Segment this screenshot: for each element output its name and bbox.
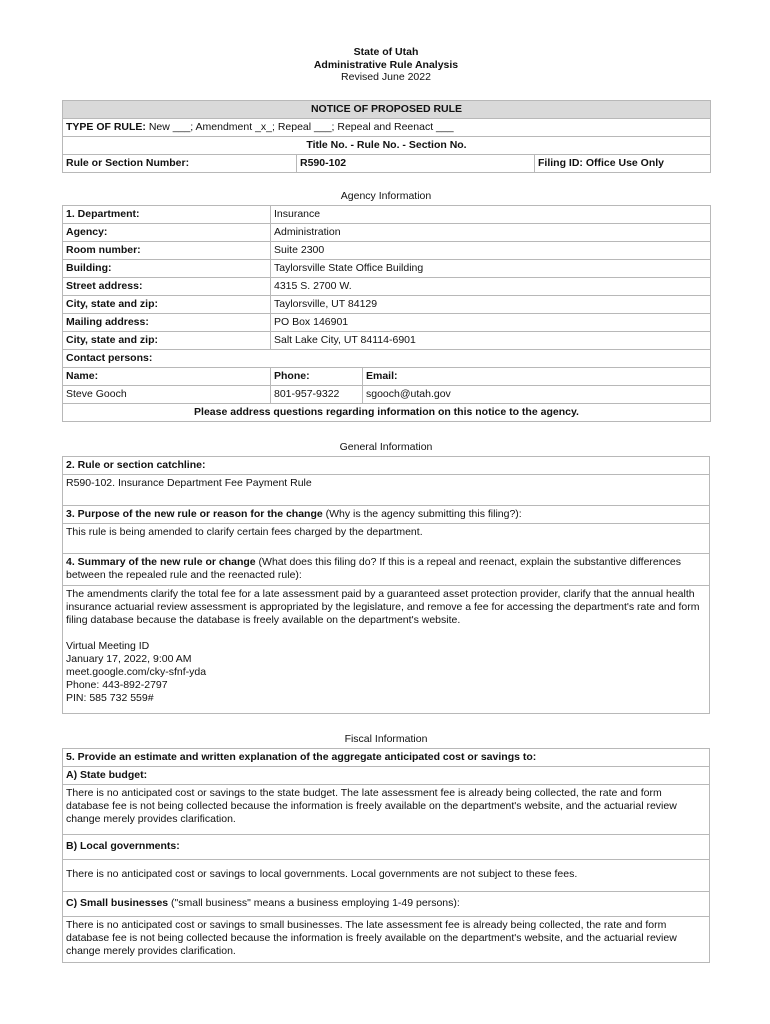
rule-number-value: R590-102 [297, 154, 535, 172]
agency-row [63, 205, 711, 223]
city-value: Taylorsville, UT 84129 [271, 295, 711, 313]
mailing-label: Mailing address: [63, 313, 271, 331]
contact-phone: 801-957-9322 [271, 385, 363, 403]
local-governments-answer: There is no anticipated cost or savings to local governments. Local governments are not subject to these fees. [63, 859, 710, 891]
agency-label: Agency: [63, 223, 271, 241]
room-value: Suite 2300 [271, 241, 711, 259]
mailing-city-value: Salt Lake City, UT 84114-6901 [271, 331, 711, 349]
type-of-rule-row [63, 118, 711, 136]
q3-question [63, 505, 710, 523]
state-budget-label: A) State budget: [63, 766, 710, 784]
q3-hint: (Why is the agency submitting this filing?): [322, 507, 522, 520]
agency-table [62, 205, 711, 422]
local-governments-label: B) Local governments: [63, 834, 710, 859]
general-info-heading: General Information [339, 440, 433, 453]
q4-answer: The amendments clarify the total fee for a late assessment paid by a guaranteed asset protection provider, clarify that the annual health insurance actuarial review assessment is appropriated by the legislature, and remove a fee for accessing the department's rate and form filing database because the database is freely available on the department's website. [66, 587, 700, 626]
filing-id: Filing ID: Office Use Only [535, 154, 711, 172]
contact-row [63, 385, 711, 403]
fiscal-info-heading: Fiscal Information [344, 732, 428, 745]
city-label: City, state and zip: [63, 295, 271, 313]
q5-label: 5. Provide an estimate and written explanation of the aggregate anticipated cost or savings to: [63, 748, 710, 766]
state-title: State of Utah [353, 46, 419, 58]
room-label: Room number: [63, 241, 271, 259]
notice-title: NOTICE OF PROPOSED RULE [63, 100, 711, 118]
rule-number-label: Rule or Section Number: [63, 154, 297, 172]
virtual-meeting-info: Virtual Meeting ID January 17, 2022, 9:00 AM meet.google.com/cky-sfnf-yda Phone: 443-892-2797 PIN: 585 732 559# [66, 639, 207, 704]
revision-date: Revised June 2022 [341, 71, 431, 83]
title-rule-section-heading: Title No. - Rule No. - Section No. [63, 136, 711, 154]
agency-row [63, 223, 711, 241]
department-label: 1. Department: [63, 205, 271, 223]
street-value: 4315 S. 2700 W. [271, 277, 711, 295]
agency-info-heading: Agency Information [340, 189, 432, 202]
agency-row [63, 241, 711, 259]
small-businesses-answer: There is no anticipated cost or savings to small businesses. The late assessment fee is already being collected, the rate and form database fee is not being collected because the information is freely available on the department's website, and the actuarial review change merely provides clarification. [63, 916, 710, 962]
contact-persons-label: Contact persons: [63, 349, 711, 367]
mailing-value: PO Box 146901 [271, 313, 711, 331]
agency-row [63, 259, 711, 277]
q2-label: 2. Rule or section catchline: [63, 456, 710, 474]
small-businesses-label: C) Small businesses [66, 897, 169, 909]
q4-answer-cell [63, 585, 710, 713]
agency-row [63, 277, 711, 295]
state-budget-answer: There is no anticipated cost or savings to the state budget. The late assessment fee is already being collected, the rate and form database fee is not being collected because the information is freely available on the department's website, and the actuarial review change merely provides clarification. [63, 784, 710, 834]
building-label: Building: [63, 259, 271, 277]
name-header: Name: [63, 367, 271, 385]
contact-name: Steve Gooch [63, 385, 271, 403]
small-businesses-question [63, 891, 710, 916]
small-businesses-hint: ("small business" means a business employing 1-49 persons): [168, 897, 460, 909]
q3-answer: This rule is being amended to clarify certain fees charged by the department. [63, 523, 710, 553]
agency-row [63, 295, 711, 313]
department-value: Insurance [271, 205, 711, 223]
type-of-rule-label: TYPE OF RULE: [66, 120, 146, 133]
q4-hint: (What does this filing do? If this is a repeal and reenact, explain the substantive differences between the repealed rule and the reenacted rule): [66, 555, 681, 581]
fiscal-table [62, 748, 710, 963]
agency-row [63, 313, 711, 331]
q4-question [63, 553, 710, 585]
q3-label: 3. Purpose of the new rule or reason for the change [66, 507, 323, 520]
phone-header: Phone: [271, 367, 363, 385]
notice-table [62, 100, 711, 173]
agency-row [63, 331, 711, 349]
general-table [62, 456, 710, 714]
form-title: Administrative Rule Analysis [313, 58, 459, 71]
mailing-city-label: City, state and zip: [63, 331, 271, 349]
building-value: Taylorsville State Office Building [271, 259, 711, 277]
street-label: Street address: [63, 277, 271, 295]
rule-analysis-form [62, 0, 710, 963]
agency-questions-note: Please address questions regarding information on this notice to the agency. [63, 403, 711, 421]
contact-email[interactable]: sgooch@utah.gov [363, 385, 711, 403]
form-header [62, 46, 710, 84]
q2-answer: R590-102. Insurance Department Fee Payment Rule [63, 474, 710, 505]
type-of-rule-value: New ___; Amendment _x_; Repeal ___; Repeal and Reenact ___ [145, 120, 454, 133]
q4-label: 4. Summary of the new rule or change [66, 555, 256, 568]
agency-value: Administration [271, 223, 711, 241]
email-header: Email: [363, 367, 711, 385]
